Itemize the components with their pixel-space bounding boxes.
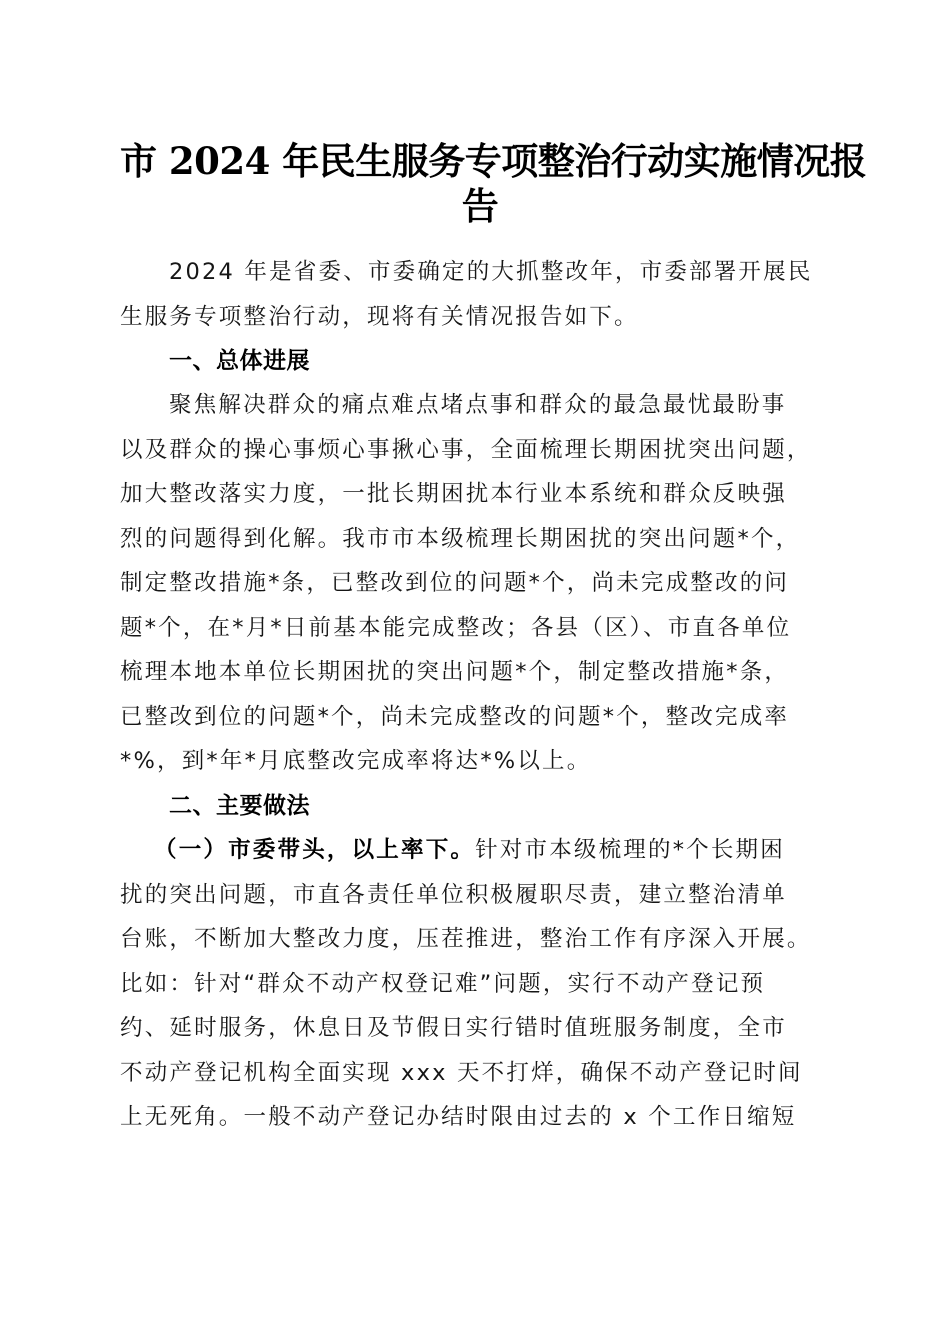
section-1-heading: 一、总体进展: [169, 348, 310, 374]
section-1-line-8: 已整改到位的问题*个，尚未完成整改的问题*个，整改完成率: [120, 704, 790, 730]
subsection-1-line-5: 约、延时服务，休息日及节假日实行错时值班服务制度，全市: [120, 1015, 787, 1041]
subsection-1-heading: （一）市委带头，以上率下。: [154, 837, 476, 863]
subsection-1-first-line-text: 针对市本级梳理的*个长期困: [475, 837, 785, 863]
intro-paragraph-line-2: 生服务专项整治行动，现将有关情况报告如下。: [120, 304, 639, 330]
section-1-line-2: 以及群众的操心事烦心事揪心事，全面梳理长期困扰突出问题，: [120, 437, 812, 463]
section-1-line-7: 梳理本地本单位长期困扰的突出问题*个，制定整改措施*条，: [120, 659, 790, 685]
section-2-heading: 二、主要做法: [169, 793, 310, 819]
intro-paragraph-line-1: 2024 年是省委、市委确定的大抓整改年，市委部署开展民: [169, 259, 813, 285]
section-1-line-9: *%，到*年*月底整改完成率将达*%以上。: [120, 748, 592, 774]
subsection-1-line-4: 比如：针对“群众不动产权登记难”问题，实行不动产登记预: [120, 971, 766, 997]
subsection-1-line-2: 扰的突出问题，市直各责任单位积极履职尽责，建立整治清单: [120, 882, 787, 908]
subsection-1-line-3: 台账，不断加大整改力度，压茬推进，整治工作有序深入开展。: [120, 926, 812, 952]
document-title-line-1: 市 2024 年民生服务专项整治行动实施情况报: [120, 139, 867, 183]
document-title-line-2: 告: [461, 184, 499, 228]
subsection-1-line-6: 不动产登记机构全面实现 xxx 天不打烊，确保不动产登记时间: [120, 1060, 803, 1086]
subsection-1-first-line: [154, 835, 840, 865]
section-1-line-3: 加大整改落实力度，一批长期困扰本行业本系统和群众反映强: [120, 481, 787, 507]
section-1-line-5: 制定整改措施*条，已整改到位的问题*个，尚未完成整改的问: [120, 570, 790, 596]
section-1-line-4: 烈的问题得到化解。我市市本级梳理长期困扰的突出问题*个，: [120, 526, 801, 552]
subsection-1-line-7: 上无死角。一般不动产登记办结时限由过去的 x 个工作日缩短: [120, 1104, 797, 1130]
section-1-line-1: 聚焦解决群众的痛点难点堵点事和群众的最急最忧最盼事: [169, 392, 787, 418]
section-1-line-6: 题*个，在*月*日前基本能完成整改；各县（区）、市直各单位: [120, 615, 792, 641]
